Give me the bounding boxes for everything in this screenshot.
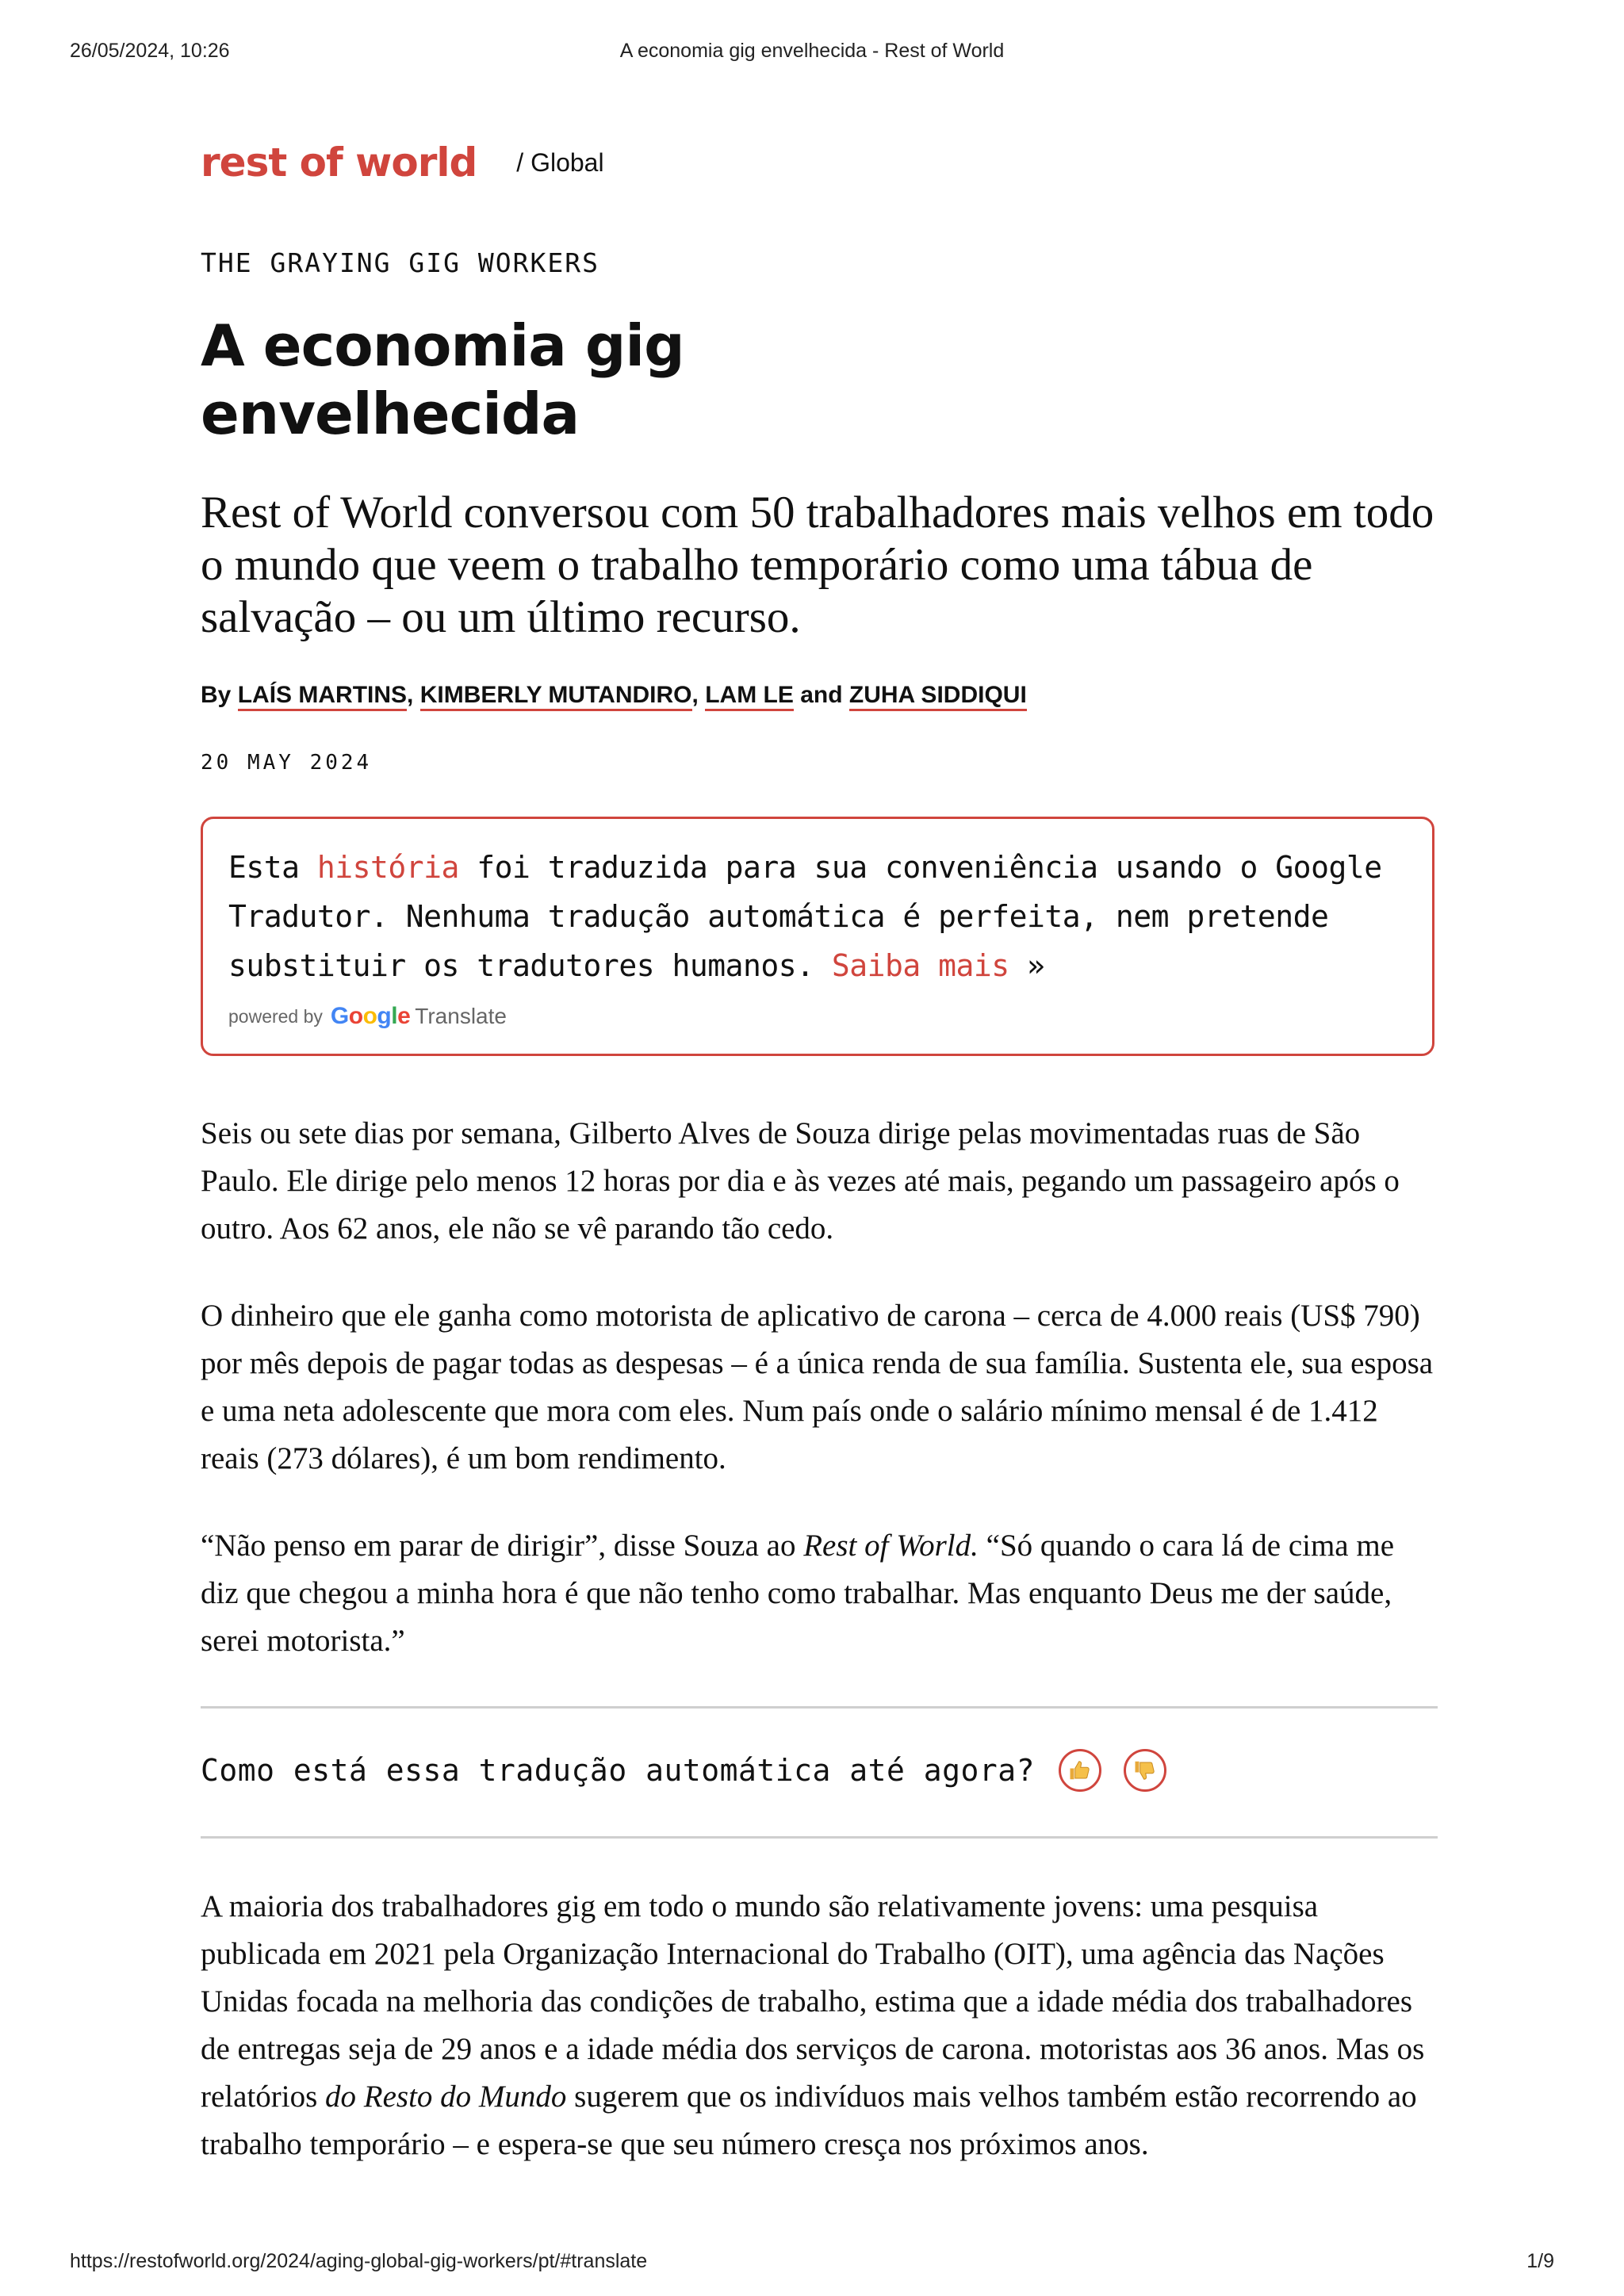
learn-more-link[interactable]: Saiba mais xyxy=(831,948,1009,983)
byline-separator: , xyxy=(691,682,699,708)
body-paragraph: “Não penso em parar de dirigir”, disse Souza ao Rest of World. “Só quando o cara lá de cima me diz que chegou a minha hora é que não tenho como trabalhar. Mas enquanto Deus me der saúde, serei motorista.” xyxy=(201,1529,1395,1658)
byline-prefix: By xyxy=(201,682,232,708)
byline-and: and xyxy=(800,682,843,708)
notice-text-part: Esta xyxy=(228,850,317,885)
translation-feedback xyxy=(201,1749,1166,1792)
feedback-question: Como está essa tradução automática até agora? xyxy=(201,1753,1036,1788)
body-paragraph: O dinheiro que ele ganha como motorista de aplicativo de carona – cerca de 4.000 reais (US$ 790) por mês depois de pagar todas as despesas – é a única renda de sua família. Sustenta ele, sua esposa e uma neta adolescente que mora com eles. Num país onde o salário mínimo mensal é de 1.412 reais (273 dólares), é um bom rendimento. xyxy=(201,1299,1434,1475)
publish-date: 20 MAY 2024 xyxy=(201,751,373,775)
thumbs-up-button[interactable] xyxy=(1059,1749,1101,1792)
divider xyxy=(201,1706,1438,1709)
print-url: https://restofworld.org/2024/aging-global-gig-workers/pt/#translate xyxy=(70,2250,648,2272)
divider xyxy=(201,1836,1438,1839)
body-paragraph: Seis ou sete dias por semana, Gilberto Alves de Souza dirige pelas movimentadas ruas de São Paulo. Ele dirige pelo menos 12 horas por dia e às vezes até mais, pegando um passageiro após o outro. Aos 62 anos, ele não se vê parando tão cedo. xyxy=(201,1116,1400,1246)
article-dek: Rest of World conversou com 50 trabalhadores mais velhos em todo o mundo que veem o trabalho temporário como uma tábua de salvação – ou um último recurso. xyxy=(201,488,1434,642)
body-paragraph: A maioria dos trabalhadores gig em todo o mundo são relativamente jovens: uma pesquisa publicada em 2021 pela Organização Internacional do Trabalho (OIT), uma agência das Nações Unidas focada na melhoria das condições de trabalho, estima que a idade média dos trabalhadores de entregas seja de 29 anos e a idade média dos serviços de carona. motoristas aos 36 anos. Mas os relatórios do Resto do Mundo sugerem que os indivíduos mais velhos também estão recorrendo ao trabalho temporário – e espera-se que seu número cresça nos próximos anos. xyxy=(201,1889,1425,2161)
print-header xyxy=(0,40,1624,67)
byline xyxy=(201,682,1027,709)
author-link[interactable]: KIMBERLY MUTANDIRO xyxy=(420,682,692,711)
print-page-title: A economia gig envelhecida - Rest of World xyxy=(619,40,1005,62)
powered-by-label: powered by xyxy=(228,1005,323,1027)
thumbs-down-icon xyxy=(1133,1758,1157,1782)
print-datetime: 26/05/2024, 10:26 xyxy=(70,40,230,62)
notice-arrow: » xyxy=(1009,948,1045,983)
translation-notice xyxy=(201,817,1434,1056)
print-page-number: 1/9 xyxy=(1526,2250,1554,2272)
rest-of-world-logo[interactable]: rest of world xyxy=(201,140,477,186)
thumbs-down-button[interactable] xyxy=(1124,1749,1166,1792)
section-link-global[interactable]: / Global xyxy=(516,147,604,177)
author-link[interactable]: LAÍS MARTINS xyxy=(238,682,407,711)
translation-notice-text xyxy=(228,843,1407,990)
article-title: A economia gig envelhecida xyxy=(201,312,684,447)
article-kicker[interactable]: THE GRAYING GIG WORKERS xyxy=(201,247,599,278)
google-logo: Google xyxy=(330,1003,411,1029)
author-link[interactable]: ZUHA SIDDIQUI xyxy=(849,682,1027,711)
author-link[interactable]: LAM LE xyxy=(705,682,794,711)
story-link[interactable]: história xyxy=(316,850,459,885)
thumbs-up-icon xyxy=(1068,1758,1092,1782)
notice-text-part: foi traduzida para sua conveniência usando o Google Tradutor. Nenhuma tradução automática é perfeita, nem pretende substituir os tradutores humanos. xyxy=(228,850,1382,983)
brand-row xyxy=(201,135,604,190)
print-footer xyxy=(0,2250,1624,2277)
powered-by-google-translate[interactable] xyxy=(228,1003,507,1030)
publication-name: do Resto do Mundo xyxy=(325,2080,567,2114)
byline-separator: , xyxy=(407,682,414,708)
translate-label: Translate xyxy=(415,1004,507,1028)
publication-name: Rest of World. xyxy=(803,1529,979,1563)
